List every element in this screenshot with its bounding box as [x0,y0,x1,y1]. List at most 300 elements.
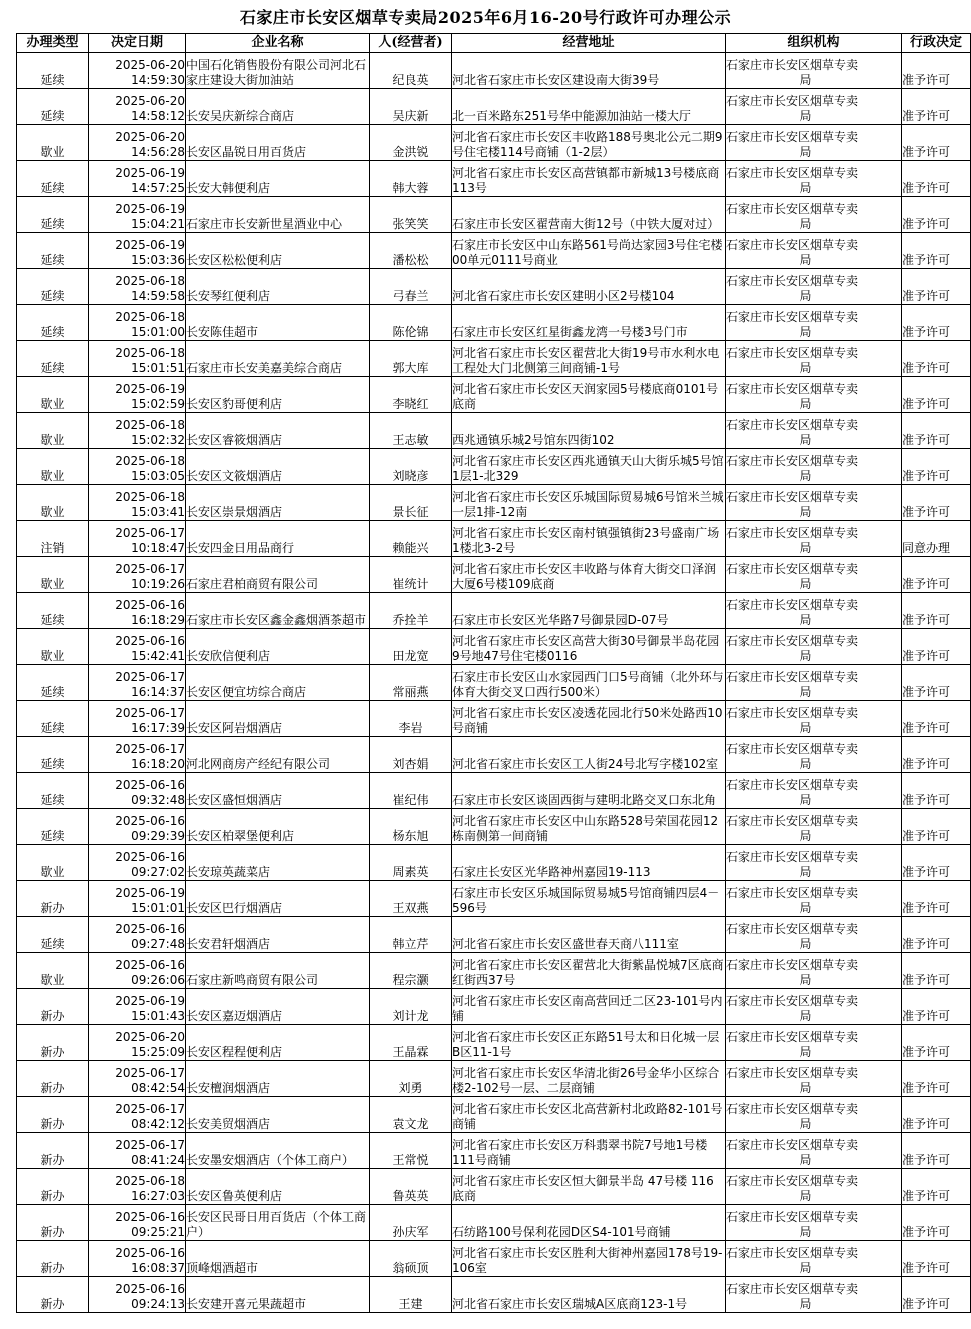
time-value: 14:58:12 [131,109,185,123]
date-value: 2025-06-16 [115,958,185,972]
cell-address: 石家庄长安区光华路神州嘉园19-113 [452,845,726,881]
cell-date [89,233,186,269]
cell-address: 河北省石家庄市长安区恒大御景半岛 47号楼 116 底商 [452,1169,726,1205]
table-row [17,341,971,377]
cell-type: 延续 [17,89,89,125]
cell-type: 延续 [17,917,89,953]
cell-company: 顶峰烟酒超市 [186,1241,370,1277]
cell-person: 纪良英 [370,53,452,89]
cell-decision: 准予许可 [902,737,971,773]
cell-decision: 准予许可 [902,413,971,449]
cell-person: 陈伦锦 [370,305,452,341]
cell-decision: 准予许可 [902,89,971,125]
cell-person: 鲁英英 [370,1169,452,1205]
table-row [17,53,971,89]
cell-org: 石家庄市长安区烟草专卖 局 [726,377,902,413]
cell-type: 新办 [17,1061,89,1097]
cell-org: 石家庄市长安区烟草专卖 局 [726,1241,902,1277]
cell-company: 长安区文筱烟酒店 [186,449,370,485]
cell-decision: 准予许可 [902,809,971,845]
cell-date [89,1241,186,1277]
date-value: 2025-06-17 [115,742,185,756]
cell-type: 延续 [17,197,89,233]
cell-company: 长安区民哥日用百货店（个体工商户） [186,1205,370,1241]
time-value: 15:03:41 [131,505,185,519]
cell-type: 延续 [17,809,89,845]
time-value: 16:18:29 [131,613,185,627]
cell-company: 长安大韩便利店 [186,161,370,197]
time-value: 09:24:13 [131,1297,185,1311]
cell-person: 刘勇 [370,1061,452,1097]
cell-person: 孙庆军 [370,1205,452,1241]
cell-person: 张笑笑 [370,197,452,233]
time-value: 15:03:05 [131,469,185,483]
cell-org: 石家庄市长安区烟草专卖 局 [726,1277,902,1313]
cell-person: 刘杏娟 [370,737,452,773]
cell-person: 崔纪伟 [370,773,452,809]
time-value: 10:18:47 [131,541,185,555]
date-value: 2025-06-20 [115,130,185,144]
cell-decision: 准予许可 [902,197,971,233]
cell-company: 长安区晶锐日用百货店 [186,125,370,161]
cell-decision: 准予许可 [902,953,971,989]
cell-decision: 准予许可 [902,881,971,917]
cell-date [89,917,186,953]
time-value: 09:25:21 [131,1225,185,1239]
cell-address: 河北省石家庄市长安区乐城国际贸易城6号馆米兰城一层1排-12南 [452,485,726,521]
cell-address: 河北省石家庄市长安区盛世春天商八111室 [452,917,726,953]
cell-date [89,737,186,773]
cell-date [89,413,186,449]
cell-decision: 准予许可 [902,1061,971,1097]
cell-address: 石家庄市长安区红星街鑫龙湾一号楼3号门市 [452,305,726,341]
cell-person: 郭大库 [370,341,452,377]
cell-decision: 准予许可 [902,1025,971,1061]
cell-person: 袁文龙 [370,1097,452,1133]
cell-date [89,881,186,917]
date-value: 2025-06-16 [115,598,185,612]
cell-decision: 准予许可 [902,593,971,629]
cell-type: 歇业 [17,953,89,989]
cell-org: 石家庄市长安区烟草专卖 局 [726,665,902,701]
cell-date [89,629,186,665]
time-value: 14:56:28 [131,145,185,159]
time-value: 15:02:59 [131,397,185,411]
cell-person: 王双燕 [370,881,452,917]
cell-person: 田龙宽 [370,629,452,665]
cell-org: 石家庄市长安区烟草专卖 局 [726,989,902,1025]
date-value: 2025-06-16 [115,634,185,648]
page-title: 石家庄市长安区烟草专卖局2025年6月16-20号行政许可办理公示 [239,8,732,27]
date-value: 2025-06-16 [115,814,185,828]
cell-person: 景长征 [370,485,452,521]
cell-org: 石家庄市长安区烟草专卖 局 [726,449,902,485]
table-row [17,233,971,269]
cell-company: 长安区程程便利店 [186,1025,370,1061]
cell-type: 歇业 [17,413,89,449]
cell-org: 石家庄市长安区烟草专卖 局 [726,701,902,737]
cell-org: 石家庄市长安区烟草专卖 局 [726,521,902,557]
cell-type: 新办 [17,1133,89,1169]
table-row [17,953,971,989]
cell-org: 石家庄市长安区烟草专卖 局 [726,125,902,161]
cell-org: 石家庄市长安区烟草专卖 局 [726,485,902,521]
table-row [17,197,971,233]
cell-decision: 准予许可 [902,557,971,593]
table-row [17,1025,971,1061]
table-row [17,1205,971,1241]
cell-address: 河北省石家庄市长安区翟营北大街19号市水利水电工程处大门北侧第三间商铺-1号 [452,341,726,377]
cell-decision: 准予许可 [902,701,971,737]
header-row [17,34,971,53]
time-value: 16:18:20 [131,757,185,771]
table-row [17,809,971,845]
cell-org: 石家庄市长安区烟草专卖 局 [726,305,902,341]
cell-person: 崔统计 [370,557,452,593]
time-value: 15:01:00 [131,325,185,339]
table-row [17,1241,971,1277]
cell-decision: 准予许可 [902,773,971,809]
cell-org: 石家庄市长安区烟草专卖 局 [726,845,902,881]
cell-org: 石家庄市长安区烟草专卖 局 [726,269,902,305]
cell-date [89,557,186,593]
cell-address: 河北省石家庄市长安区天润家园5号楼底商0101号底商 [452,377,726,413]
cell-company: 石家庄君柏商贸有限公司 [186,557,370,593]
cell-decision: 准予许可 [902,377,971,413]
col-header-company: 企业名称 [186,34,370,53]
cell-company: 长安区阿岩烟酒店 [186,701,370,737]
time-value: 15:25:09 [131,1045,185,1059]
date-value: 2025-06-20 [115,1030,185,1044]
time-value: 15:01:01 [131,901,185,915]
cell-company: 石家庄新鸣商贸有限公司 [186,953,370,989]
time-value: 16:14:37 [131,685,185,699]
cell-person: 翁硕顶 [370,1241,452,1277]
table-row [17,1061,971,1097]
cell-address: 河北省石家庄市长安区北高营新村北政路82-101号商铺 [452,1097,726,1133]
col-header-date: 决定日期 [89,34,186,53]
cell-date [89,1097,186,1133]
cell-person: 周素英 [370,845,452,881]
cell-date [89,53,186,89]
cell-type: 延续 [17,305,89,341]
date-value: 2025-06-19 [115,994,185,1008]
time-value: 15:01:43 [131,1009,185,1023]
date-value: 2025-06-19 [115,382,185,396]
cell-company: 长安欣信便利店 [186,629,370,665]
cell-type: 歇业 [17,557,89,593]
cell-type: 歇业 [17,377,89,413]
cell-date [89,701,186,737]
cell-decision: 同意办理 [902,521,971,557]
cell-company: 长安区柏翠堡便利店 [186,809,370,845]
cell-address: 石家庄市长安区山水家园西门口5号商铺（北外环与体育大街交叉口西行500米） [452,665,726,701]
cell-address: 河北省石家庄市长安区瑞城A区底商123-1号 [452,1277,726,1313]
cell-company: 长安区松松便利店 [186,233,370,269]
table-row [17,125,971,161]
cell-address: 石家庄市长安区光华路7号御景园D-07号 [452,593,726,629]
time-value: 16:27:03 [131,1189,185,1203]
cell-address: 河北省石家庄市长安区中山东路528号荣国花园12栋南侧第一间商铺 [452,809,726,845]
cell-date [89,1205,186,1241]
cell-type: 新办 [17,1025,89,1061]
table-row [17,377,971,413]
cell-type: 歇业 [17,845,89,881]
cell-date [89,1025,186,1061]
cell-type: 延续 [17,737,89,773]
cell-date [89,485,186,521]
cell-decision: 准予许可 [902,1133,971,1169]
date-value: 2025-06-19 [115,202,185,216]
cell-org: 石家庄市长安区烟草专卖 局 [726,881,902,917]
cell-address: 河北省石家庄市长安区华清北街26号金华小区综合楼2-102号一层、二层商铺 [452,1061,726,1097]
table-row [17,701,971,737]
cell-person: 王常悦 [370,1133,452,1169]
cell-date [89,1133,186,1169]
cell-decision: 准予许可 [902,341,971,377]
table-row [17,557,971,593]
cell-date [89,269,186,305]
cell-date [89,521,186,557]
cell-person: 杨东旭 [370,809,452,845]
date-value: 2025-06-17 [115,670,185,684]
cell-address: 河北省石家庄市长安区胜利大街神州嘉园178号19-106室 [452,1241,726,1277]
cell-decision: 准予许可 [902,917,971,953]
date-value: 2025-06-19 [115,238,185,252]
date-value: 2025-06-19 [115,166,185,180]
cell-date [89,161,186,197]
cell-company: 长安四金日用品商行 [186,521,370,557]
cell-decision: 准予许可 [902,629,971,665]
table-row [17,629,971,665]
cell-date [89,989,186,1025]
time-value: 14:59:30 [131,73,185,87]
table-row [17,1277,971,1313]
date-value: 2025-06-18 [115,490,185,504]
cell-type: 新办 [17,1277,89,1313]
cell-address: 河北省石家庄市长安区丰收路与体育大街交口泽润大厦6号楼109底商 [452,557,726,593]
time-value: 10:19:26 [131,577,185,591]
cell-type: 延续 [17,269,89,305]
cell-org: 石家庄市长安区烟草专卖 局 [726,1061,902,1097]
cell-type: 延续 [17,701,89,737]
time-value: 09:26:06 [131,973,185,987]
cell-org: 石家庄市长安区烟草专卖 局 [726,89,902,125]
cell-company: 长安吴庆新综合商店 [186,89,370,125]
cell-decision: 准予许可 [902,989,971,1025]
date-value: 2025-06-18 [115,274,185,288]
cell-date [89,125,186,161]
cell-person: 常丽燕 [370,665,452,701]
time-value: 15:04:21 [131,217,185,231]
date-value: 2025-06-18 [115,454,185,468]
cell-org: 石家庄市长安区烟草专卖 局 [726,197,902,233]
cell-person: 李岩 [370,701,452,737]
cell-address: 河北省石家庄市长安区翟营北大街紫晶悦城7区底商红街西37号 [452,953,726,989]
cell-type: 新办 [17,881,89,917]
time-value: 14:57:25 [131,181,185,195]
time-value: 15:03:36 [131,253,185,267]
cell-company: 长安陈佳超市 [186,305,370,341]
cell-address: 河北省石家庄市长安区丰收路188号奥北公元二期9号住宅楼114号商铺（1-2层） [452,125,726,161]
cell-company: 长安区便宜坊综合商店 [186,665,370,701]
cell-company: 长安区鲁英便利店 [186,1169,370,1205]
cell-org: 石家庄市长安区烟草专卖 局 [726,1025,902,1061]
time-value: 09:27:48 [131,937,185,951]
cell-type: 延续 [17,341,89,377]
cell-type: 新办 [17,1169,89,1205]
cell-org: 石家庄市长安区烟草专卖 局 [726,161,902,197]
permit-table [16,33,971,1313]
table-row [17,593,971,629]
cell-person: 王晶霖 [370,1025,452,1061]
cell-company: 石家庄市长安新世星酒业中心 [186,197,370,233]
cell-decision: 准予许可 [902,665,971,701]
table-row [17,305,971,341]
time-value: 08:42:12 [131,1117,185,1131]
cell-person: 韩立芹 [370,917,452,953]
table-row [17,1097,971,1133]
cell-company: 长安区嘉迈烟酒店 [186,989,370,1025]
date-value: 2025-06-18 [115,346,185,360]
time-value: 08:42:54 [131,1081,185,1095]
cell-date [89,665,186,701]
cell-org: 石家庄市长安区烟草专卖 局 [726,341,902,377]
cell-date [89,1169,186,1205]
cell-date [89,773,186,809]
table-row [17,1133,971,1169]
cell-org: 石家庄市长安区烟草专卖 局 [726,1205,902,1241]
table-row [17,881,971,917]
time-value: 16:17:39 [131,721,185,735]
cell-person: 吴庆新 [370,89,452,125]
col-header-person: 人(经营者) [370,34,452,53]
cell-company: 长安区豹哥便利店 [186,377,370,413]
cell-address: 石家庄市长安区谈固西街与建明北路交叉口东北角 [452,773,726,809]
cell-org: 石家庄市长安区烟草专卖 局 [726,1133,902,1169]
cell-address: 石家庄市长安区乐城国际贸易城5号馆商铺四层4－596号 [452,881,726,917]
date-value: 2025-06-17 [115,706,185,720]
cell-person: 刘晓彦 [370,449,452,485]
cell-address: 河北省石家庄市长安区高营大街30号御景半岛花园9号地47号住宅楼0116 [452,629,726,665]
table-row [17,917,971,953]
cell-person: 王志敏 [370,413,452,449]
cell-company: 长安区巴行烟酒店 [186,881,370,917]
table-row [17,485,971,521]
date-value: 2025-06-18 [115,1174,185,1188]
cell-decision: 准予许可 [902,1241,971,1277]
date-value: 2025-06-17 [115,562,185,576]
cell-person: 程宗灏 [370,953,452,989]
cell-decision: 准予许可 [902,1277,971,1313]
cell-company: 石家庄市长安区鑫金鑫烟酒茶超市 [186,593,370,629]
cell-decision: 准予许可 [902,233,971,269]
cell-date [89,809,186,845]
cell-person: 王建 [370,1277,452,1313]
cell-decision: 准予许可 [902,305,971,341]
cell-org: 石家庄市长安区烟草专卖 局 [726,809,902,845]
date-value: 2025-06-20 [115,94,185,108]
cell-company: 长安美贸烟酒店 [186,1097,370,1133]
cell-org: 石家庄市长安区烟草专卖 局 [726,773,902,809]
time-value: 08:41:24 [131,1153,185,1167]
cell-type: 新办 [17,1205,89,1241]
cell-decision: 准予许可 [902,161,971,197]
cell-date [89,593,186,629]
cell-decision: 准予许可 [902,449,971,485]
cell-company: 长安区睿筱烟酒店 [186,413,370,449]
table-row [17,737,971,773]
cell-person: 赖能兴 [370,521,452,557]
date-value: 2025-06-16 [115,922,185,936]
cell-company: 长安区盛恒烟酒店 [186,773,370,809]
date-value: 2025-06-17 [115,1102,185,1116]
col-header-decision: 行政决定 [902,34,971,53]
cell-address: 河北省石家庄市长安区南高营回迁二区23-101号内铺 [452,989,726,1025]
cell-org: 石家庄市长安区烟草专卖 局 [726,557,902,593]
cell-company: 河北网商房产经纪有限公司 [186,737,370,773]
table-row [17,665,971,701]
cell-date [89,1061,186,1097]
cell-company: 长安区崇景烟酒店 [186,485,370,521]
cell-date [89,449,186,485]
table-row [17,1169,971,1205]
cell-date [89,953,186,989]
date-value: 2025-06-19 [115,886,185,900]
time-value: 15:02:32 [131,433,185,447]
cell-org: 石家庄市长安区烟草专卖 局 [726,413,902,449]
table-row [17,161,971,197]
table-row [17,269,971,305]
cell-address: 河北省石家庄市长安区高营镇都市新城13号楼底商113号 [452,161,726,197]
table-row [17,845,971,881]
cell-org: 石家庄市长安区烟草专卖 局 [726,233,902,269]
cell-person: 李晓红 [370,377,452,413]
cell-address: 河北省石家庄市长安区建明小区2号楼104 [452,269,726,305]
cell-org: 石家庄市长安区烟草专卖 局 [726,1097,902,1133]
cell-address: 河北省石家庄市长安区建设南大街39号 [452,53,726,89]
cell-org: 石家庄市长安区烟草专卖 局 [726,593,902,629]
cell-decision: 准予许可 [902,53,971,89]
cell-company: 长安琼英蔬菜店 [186,845,370,881]
cell-type: 歇业 [17,449,89,485]
cell-type: 新办 [17,1097,89,1133]
cell-address: 河北省石家庄市长安区正东路51号太和日化城一层B区11-1号 [452,1025,726,1061]
cell-type: 新办 [17,989,89,1025]
cell-org: 石家庄市长安区烟草专卖 局 [726,53,902,89]
date-value: 2025-06-16 [115,1246,185,1260]
date-value: 2025-06-20 [115,58,185,72]
time-value: 09:27:02 [131,865,185,879]
cell-address: 石家庄市长安区翟营南大街12号（中铁大厦对过） [452,197,726,233]
col-header-type: 办理类型 [17,34,89,53]
cell-type: 延续 [17,161,89,197]
cell-date [89,341,186,377]
cell-org: 石家庄市长安区烟草专卖 局 [726,953,902,989]
cell-person: 韩大蓉 [370,161,452,197]
cell-type: 注销 [17,521,89,557]
col-header-org: 组织机构 [726,34,902,53]
date-value: 2025-06-16 [115,1210,185,1224]
table-row [17,773,971,809]
cell-company: 长安墨安烟酒店（个体工商户） [186,1133,370,1169]
cell-decision: 准予许可 [902,1097,971,1133]
cell-date [89,197,186,233]
cell-address: 河北省石家庄市长安区工人街24号北写字楼102室 [452,737,726,773]
cell-type: 歇业 [17,125,89,161]
time-value: 09:32:48 [131,793,185,807]
cell-person: 弓春兰 [370,269,452,305]
